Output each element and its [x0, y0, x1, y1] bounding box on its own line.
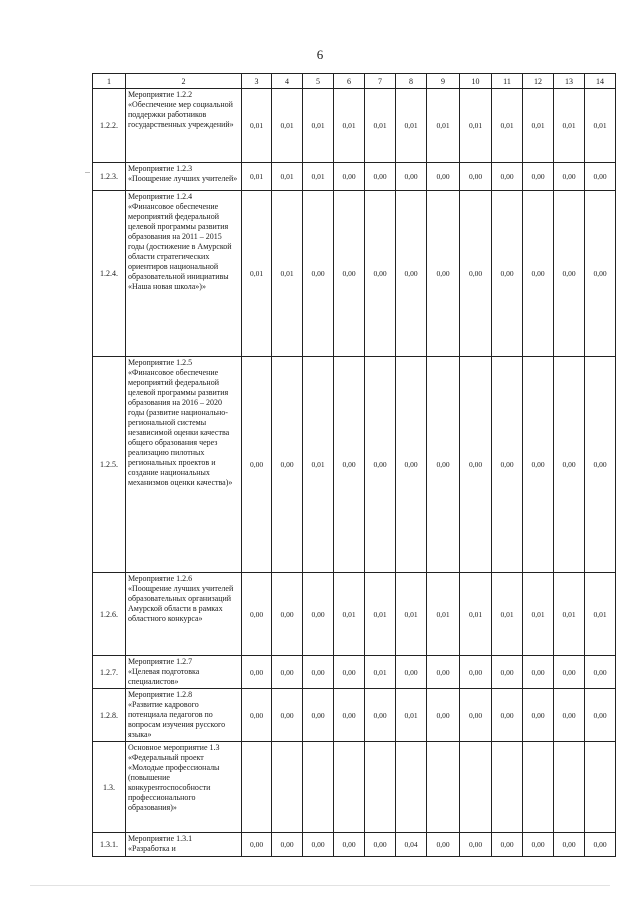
value-cell: 0,01: [427, 573, 460, 656]
value-cell: 0,01: [365, 89, 396, 163]
value-cell: 0,00: [365, 191, 396, 357]
value-cell: 0,00: [523, 656, 554, 689]
value-cell: 0,00: [334, 656, 365, 689]
value-cell: 0,00: [523, 163, 554, 191]
row-code: 1.2.6.: [93, 573, 126, 656]
value-cell: [427, 742, 460, 833]
value-cell: 0,00: [427, 833, 460, 857]
value-cell: 0,00: [396, 163, 427, 191]
table-body: [93, 89, 616, 857]
value-cell: 0,01: [492, 89, 523, 163]
row-name: Мероприятие 1.2.7 «Целевая подготовка специалистов»: [126, 656, 242, 689]
value-cell: 0,00: [242, 833, 272, 857]
value-cell: 0,01: [523, 573, 554, 656]
table-row: [93, 163, 616, 191]
value-cell: 0,00: [365, 163, 396, 191]
value-cell: 0,01: [427, 89, 460, 163]
value-cell: 0,00: [585, 833, 616, 857]
value-cell: 0,00: [242, 357, 272, 573]
value-cell: 0,00: [365, 357, 396, 573]
row-name: Мероприятие 1.2.6 «Поощрение лучших учителей образовательных организаций Амурской области в рамках областного конкурса»: [126, 573, 242, 656]
row-code: 1.2.5.: [93, 357, 126, 573]
value-cell: [523, 742, 554, 833]
value-cell: 0,00: [427, 656, 460, 689]
value-cell: 0,01: [303, 357, 334, 573]
value-cell: 0,00: [365, 833, 396, 857]
column-header-1: 1: [93, 74, 126, 89]
column-header-9: 9: [427, 74, 460, 89]
value-cell: 0,01: [242, 191, 272, 357]
value-cell: 0,00: [303, 689, 334, 742]
value-cell: 0,01: [242, 89, 272, 163]
value-cell: 0,00: [272, 573, 303, 656]
table-row: [93, 357, 616, 573]
value-cell: 0,01: [303, 89, 334, 163]
value-cell: 0,01: [585, 89, 616, 163]
column-header-8: 8: [396, 74, 427, 89]
value-cell: 0,00: [272, 357, 303, 573]
value-cell: 0,00: [242, 689, 272, 742]
value-cell: 0,00: [242, 573, 272, 656]
value-cell: 0,00: [460, 689, 492, 742]
value-cell: 0,00: [554, 689, 585, 742]
value-cell: 0,01: [554, 573, 585, 656]
value-cell: 0,01: [396, 689, 427, 742]
row-name: Мероприятие 1.3.1 «Разработка и: [126, 833, 242, 857]
value-cell: 0,00: [460, 191, 492, 357]
value-cell: 0,00: [427, 689, 460, 742]
row-name: Мероприятие 1.2.8 «Развитие кадрового потенциала педагогов по вопросам изучения русского языка»: [126, 689, 242, 742]
row-name: Основное мероприятие 1.3 «Федеральный проект «Молодые профессионалы (повышение конкурентоспособности профессионального образования)»: [126, 742, 242, 833]
program-table: [92, 73, 616, 857]
value-cell: 0,00: [585, 163, 616, 191]
value-cell: 0,04: [396, 833, 427, 857]
row-name: Мероприятие 1.2.3 «Поощрение лучших учителей»: [126, 163, 242, 191]
value-cell: 0,00: [460, 357, 492, 573]
table-row: [93, 191, 616, 357]
value-cell: [396, 742, 427, 833]
value-cell: 0,00: [585, 689, 616, 742]
column-header-6: 6: [334, 74, 365, 89]
value-cell: 0,01: [396, 89, 427, 163]
value-cell: 0,00: [272, 833, 303, 857]
scan-mark: [30, 885, 610, 886]
value-cell: 0,00: [427, 163, 460, 191]
column-header-5: 5: [303, 74, 334, 89]
value-cell: [585, 742, 616, 833]
value-cell: 0,01: [272, 89, 303, 163]
row-code: 1.2.2.: [93, 89, 126, 163]
value-cell: 0,01: [334, 89, 365, 163]
column-header-14: 14: [585, 74, 616, 89]
row-code: 1.3.1.: [93, 833, 126, 857]
table-row: [93, 573, 616, 656]
value-cell: 0,01: [460, 89, 492, 163]
value-cell: 0,00: [460, 163, 492, 191]
row-name: Мероприятие 1.2.2 «Обеспечение мер социальной поддержки работников государственных учреждений»: [126, 89, 242, 163]
value-cell: 0,01: [365, 573, 396, 656]
value-cell: 0,00: [523, 191, 554, 357]
value-cell: 0,00: [303, 191, 334, 357]
row-name: Мероприятие 1.2.5 «Финансовое обеспечение мероприятий федеральной целевой программы развития образования на 2016 – 2020 годы (развитие национально-региональной системы независимой оценки качества общего образования через реализацию пилотных региональных проектов и создание национальных механизмов оценки качества)»: [126, 357, 242, 573]
value-cell: 0,00: [365, 689, 396, 742]
value-cell: 0,00: [334, 689, 365, 742]
value-cell: 0,00: [554, 833, 585, 857]
value-cell: 0,00: [334, 357, 365, 573]
value-cell: 0,01: [242, 163, 272, 191]
column-header-7: 7: [365, 74, 396, 89]
value-cell: 0,00: [554, 163, 585, 191]
column-header-10: 10: [460, 74, 492, 89]
column-header-4: 4: [272, 74, 303, 89]
value-cell: 0,00: [303, 573, 334, 656]
row-code: 1.2.7.: [93, 656, 126, 689]
value-cell: 0,01: [396, 573, 427, 656]
column-header-3: 3: [242, 74, 272, 89]
value-cell: 0,00: [272, 689, 303, 742]
column-header-11: 11: [492, 74, 523, 89]
value-cell: 0,01: [585, 573, 616, 656]
value-cell: 0,00: [492, 191, 523, 357]
value-cell: [365, 742, 396, 833]
value-cell: 0,00: [492, 357, 523, 573]
value-cell: 0,00: [303, 656, 334, 689]
value-cell: 0,01: [523, 89, 554, 163]
row-code: 1.2.8.: [93, 689, 126, 742]
value-cell: 0,00: [492, 833, 523, 857]
value-cell: 0,01: [334, 573, 365, 656]
value-cell: 0,00: [334, 191, 365, 357]
table-row: [93, 689, 616, 742]
value-cell: 0,00: [554, 357, 585, 573]
value-cell: 0,00: [460, 833, 492, 857]
scan-mark: [85, 172, 90, 173]
header-row: [93, 74, 616, 89]
value-cell: 0,01: [365, 656, 396, 689]
value-cell: 0,00: [396, 656, 427, 689]
value-cell: [554, 742, 585, 833]
value-cell: 0,01: [272, 191, 303, 357]
value-cell: [272, 742, 303, 833]
value-cell: 0,00: [523, 357, 554, 573]
table-row: [93, 656, 616, 689]
value-cell: 0,00: [242, 656, 272, 689]
row-code: 1.2.4.: [93, 191, 126, 357]
table-row: [93, 833, 616, 857]
row-name: Мероприятие 1.2.4 «Финансовое обеспечение мероприятий федеральной целевой программы развития образования на 2011 – 2015 годы (достижение в Амурской области стратегических ориентиров национальной образовательной инициативы «Наша новая школа»)»: [126, 191, 242, 357]
value-cell: 0,00: [523, 833, 554, 857]
value-cell: [492, 742, 523, 833]
value-cell: 0,01: [272, 163, 303, 191]
value-cell: 0,01: [554, 89, 585, 163]
column-header-13: 13: [554, 74, 585, 89]
value-cell: 0,00: [427, 191, 460, 357]
value-cell: 0,01: [460, 573, 492, 656]
table-row: [93, 89, 616, 163]
value-cell: 0,00: [396, 191, 427, 357]
value-cell: 0,00: [272, 656, 303, 689]
value-cell: 0,00: [396, 357, 427, 573]
page-number: 6: [316, 47, 324, 62]
value-cell: [460, 742, 492, 833]
value-cell: 0,00: [554, 191, 585, 357]
value-cell: 0,00: [427, 357, 460, 573]
column-header-12: 12: [523, 74, 554, 89]
column-header-2: 2: [126, 74, 242, 89]
value-cell: [303, 742, 334, 833]
value-cell: 0,00: [554, 656, 585, 689]
value-cell: 0,00: [492, 656, 523, 689]
value-cell: 0,00: [334, 163, 365, 191]
value-cell: 0,01: [303, 163, 334, 191]
value-cell: 0,00: [334, 833, 365, 857]
table-row: [93, 742, 616, 833]
row-code: 1.2.3.: [93, 163, 126, 191]
value-cell: 0,00: [585, 656, 616, 689]
value-cell: 0,00: [585, 357, 616, 573]
value-cell: [334, 742, 365, 833]
value-cell: 0,01: [492, 573, 523, 656]
row-code: 1.3.: [93, 742, 126, 833]
value-cell: 0,00: [523, 689, 554, 742]
value-cell: 0,00: [585, 191, 616, 357]
value-cell: 0,00: [492, 163, 523, 191]
value-cell: 0,00: [460, 656, 492, 689]
value-cell: 0,00: [303, 833, 334, 857]
value-cell: [242, 742, 272, 833]
value-cell: 0,00: [492, 689, 523, 742]
